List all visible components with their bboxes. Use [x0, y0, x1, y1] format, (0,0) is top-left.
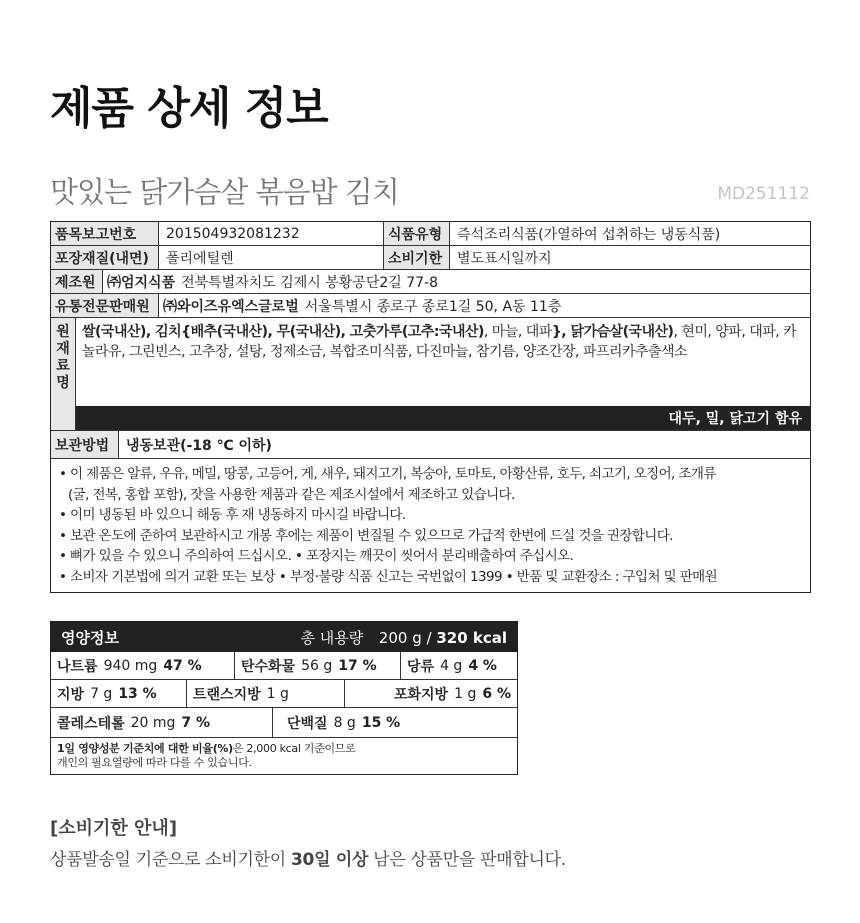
ingredients-label-char: 원 — [56, 324, 70, 340]
ingredients-text — [76, 318, 810, 366]
nutrition-facts-table — [50, 621, 518, 775]
distributor-address: 서울특별시 종로구 종로1길 50, A동 11층 — [304, 298, 562, 315]
nutrient-carbohydrate: 탄수화물 56 g 17 % — [235, 652, 401, 679]
storage-label: 보관방법 — [51, 431, 119, 458]
expiry-value: 별도표시일까지 — [457, 250, 552, 267]
ingredient-segment: , 현미, 양파, 대파, 카놀라유, 그린빈스, 고추장, 설탕, 정제소금, 복합조미식품, 다진마늘, 참기름, 양조간장, 파프리카추출색소 — [82, 324, 797, 360]
total-kcal: 320 kcal — [436, 628, 507, 647]
info-row-packaging — [51, 246, 810, 270]
footnote-rest: 은 2,000 kcal 기준이므로 — [232, 742, 356, 755]
ingredients-body — [76, 318, 810, 430]
nutrition-title: 영양정보 — [61, 628, 119, 647]
product-code: MD251112 — [717, 184, 810, 204]
info-row-report — [51, 222, 810, 246]
info-row-ingredients — [51, 318, 810, 431]
ingredients-label-char: 료 — [56, 358, 70, 374]
ingredients-label-char: 재 — [56, 341, 70, 357]
caution-note: (굴, 전복, 홍합 포함), 잣을 사용한 제품과 같은 제조시설에서 제조하고 있습니다. — [68, 486, 515, 503]
ingredient-segment: 쌀(국내산), 김치{배추(국내산), 무(국내산), 고춧가루(고추:국내산) — [82, 324, 484, 340]
nutrient-trans-fat: 트랜스지방 1 g — [187, 680, 345, 707]
report-no-value: 201504932081232 — [159, 222, 384, 245]
ingredient-segment: , 마늘, 대파 — [483, 324, 552, 340]
caution-note: • 소비자 기본법에 의거 교환 또는 보상 • 부정·불량 식품 신고는 국번없이 1399 • 반품 및 교환장소 : 구입처 및 판매원 — [59, 568, 718, 585]
total-amount: 200 g — [378, 628, 422, 647]
info-row-distributor — [51, 294, 810, 318]
packaging-label: 포장재질(내면) — [51, 246, 159, 269]
caution-note: • 이 제품은 알류, 우유, 메밀, 땅콩, 고등어, 게, 새우, 돼지고기, 복숭아, 토마토, 아황산류, 호두, 쇠고기, 오징어, 조개류 — [59, 466, 716, 482]
total-label: 총 내용량 — [300, 628, 364, 647]
manufacturer-value — [103, 270, 445, 293]
info-row-storage — [51, 431, 810, 459]
food-type-label: 식품유형 — [384, 222, 450, 245]
expiry-notice-title: [소비기한 안내] — [50, 818, 178, 839]
nutrient-fat: 지방 7 g 13 % — [51, 680, 187, 707]
nutrition-total: 총 내용량 200 g / 320 kcal — [300, 628, 507, 647]
page-title: 제품 상세 정보 — [50, 83, 328, 134]
caution-note: • 이미 냉동된 바 있으니 해동 후 재 냉동하지 마시길 바랍니다. — [59, 507, 406, 523]
nutrition-row — [51, 680, 517, 708]
caution-note: • 보관 온도에 준하여 보관하시고 개봉 후에는 제품이 변질될 수 있으므로 가급적 한번에 드실 것을 권장합니다. — [59, 527, 673, 544]
footnote-bold: 1일 영양성분 기준치에 대한 비율(%) — [57, 742, 233, 755]
ingredient-segment: }, 닭가슴살(국내산) — [551, 324, 674, 340]
nutrition-footnote — [51, 738, 517, 774]
nutrient-sugars: 당류 4 g 4 % — [407, 657, 497, 675]
ingredients-label-char: 명 — [56, 375, 70, 391]
caution-notes — [51, 459, 723, 592]
caution-note: • 뼈가 있을 수 있으니 주의하여 드십시오. • 포장지는 깨끗이 씻어서 분리배출하여 주십시오. — [59, 548, 574, 564]
storage-value: 냉동보관(-18 ℃ 이하) — [126, 437, 272, 454]
nutrient-sodium: 나트륨 940 mg 47 % — [51, 652, 235, 679]
footnote-line2: 개인의 필요열량에 따라 다를 수 있습니다. — [57, 756, 252, 769]
nutrient-cholesterol: 콜레스테롤 20 mg 7 % — [51, 708, 273, 737]
expiry-notice-text: 상품발송일 기준으로 소비기한이 30일 이상 남은 상품만을 판매합니다. — [50, 850, 566, 870]
expiry-label: 소비기한 — [384, 246, 450, 269]
nutrient-saturated-fat: 포화지방 1 g 6 % — [393, 685, 511, 703]
ingredients-label — [51, 318, 76, 430]
info-row-manufacturer — [51, 270, 810, 294]
food-type-value: 즉석조리식품(가열하여 섭취하는 냉동식품) — [457, 226, 721, 243]
distributor-name: ㈜와이즈유엑스글로벌 — [163, 298, 299, 315]
manufacturer-address: 전북특별자치도 김제시 봉황공단2길 77-8 — [181, 274, 438, 291]
distributor-label: 유통전문판매원 — [51, 294, 159, 317]
product-name: 맛있는 닭가슴살 볶음밥 김치 — [50, 175, 399, 209]
manufacturer-name: ㈜엄지식품 — [107, 274, 176, 291]
report-no-label: 품목보고번호 — [51, 222, 159, 245]
packaging-value: 폴리에틸렌 — [159, 246, 384, 269]
distributor-value — [159, 294, 568, 317]
info-row-notes — [51, 459, 810, 592]
manufacturer-label: 제조원 — [51, 270, 103, 293]
product-info-table — [50, 221, 811, 593]
nutrient-protein: 단백질 8 g 15 % — [287, 714, 401, 732]
nutrition-row — [51, 708, 517, 738]
allergen-bar: 대두, 밀, 닭고기 함유 — [76, 406, 810, 430]
nutrition-row — [51, 652, 517, 680]
nutrition-header — [51, 622, 517, 652]
